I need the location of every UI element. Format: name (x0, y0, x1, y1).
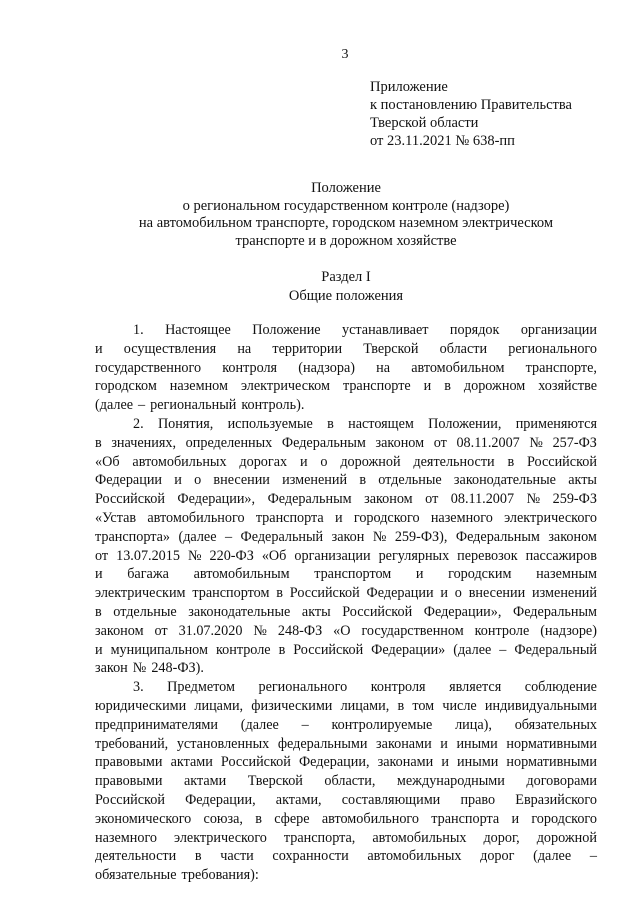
appendix-line: Тверской области (370, 115, 479, 131)
section-name: Общие положения (288, 288, 404, 304)
body-line: в отдельные законодательные акты Российской Федерации», Федеральным (95, 603, 597, 620)
section-number: Раздел I (321, 269, 371, 285)
body-line: государственного контроля (надзора) на автомобильном транспорте, (95, 359, 597, 376)
body-line: наземного электрического транспорта, автомобильных дорог, дорожной (95, 829, 597, 846)
body-line: электрическим транспортом в Российской Федерации и о внесении изменений (95, 585, 597, 602)
body-line: и осуществления на территории Тверской области регионального (95, 340, 597, 357)
body-line: и муниципальном контроле в Российской Федерации» (далее – Федеральный (95, 641, 597, 658)
title-line: транспорте и в дорожном хозяйстве (235, 232, 457, 249)
body-line: 3. Предметом регионального контроля является соблюдение (133, 679, 597, 696)
body-line: 1. Настоящее Положение устанавливает порядок организации (133, 322, 597, 338)
body-line: «Устав автомобильного транспорта и городского наземного электрического (95, 509, 597, 526)
title-line: Положение (311, 180, 381, 196)
body-line: требований, установленных федеральными законами и иными нормативными (95, 735, 597, 752)
body-line: транспорта» (далее – Федеральный закон № 259-ФЗ), Федеральным законом (95, 528, 597, 545)
body-line: юридическими лицами, физическими лицами, в том числе индивидуальными (95, 697, 597, 714)
appendix-line: от 23.11.2021 № 638-пп (370, 133, 515, 149)
body-line: деятельности в части сохранности автомобильных дорог (далее – (95, 848, 597, 865)
body-line: городском наземном электрическом транспорте и в дорожном хозяйстве (95, 378, 597, 395)
body-line: предпринимателями (далее – контролируемые лица), обязательных (95, 716, 597, 733)
body-line: в значениях, определенных Федеральным законом от 08.11.2007 № 257-ФЗ (95, 434, 597, 451)
title-line: на автомобильном транспорте, городском наземном электрическом (138, 215, 554, 231)
page-number: 3 (341, 47, 349, 62)
body-line: Российской Федерации», Федеральным законом от 08.11.2007 № 259-ФЗ (95, 491, 597, 508)
body-line: и багажа автомобильным транспортом и городским наземным (95, 566, 597, 583)
body-line: обязательные требования): (95, 867, 259, 884)
body-line: 2. Понятия, используемые в настоящем Положении, применяются (133, 415, 597, 432)
document-title (95, 180, 597, 250)
body-line: Российской Федерации, актами, составляющими право Евразийского (95, 791, 597, 808)
appendix-line: к постановлению Правительства (370, 97, 572, 113)
body-text (95, 321, 597, 885)
body-line: (далее – региональный контроль). (95, 397, 305, 414)
body-line: «Об автомобильных дорогах и о дорожной деятельности в Российской (95, 453, 597, 470)
body-line: от 13.07.2015 № 220-ФЗ «Об организации регулярных перевозок пассажиров (95, 547, 597, 564)
body-line: экономического союза, в сфере автомобильного транспорта и городского (95, 810, 597, 827)
body-line: правовыми актами Российской Федерации, законами и иными нормативными (95, 754, 597, 771)
body-line: Федерации и о внесении изменений в отдельные законодательные акты (95, 472, 597, 489)
title-line: о региональном государственном контроле (надзоре) (182, 197, 510, 214)
body-line: правовыми актами Тверской области, международными договорами (95, 773, 597, 790)
body-line: законом от 31.07.2020 № 248-ФЗ «О государственном контроле (надзоре) (95, 622, 597, 639)
appendix-header (370, 78, 572, 150)
appendix-line: Приложение (370, 79, 448, 95)
body-line: закон № 248-ФЗ). (95, 660, 204, 677)
section-heading (95, 268, 597, 306)
